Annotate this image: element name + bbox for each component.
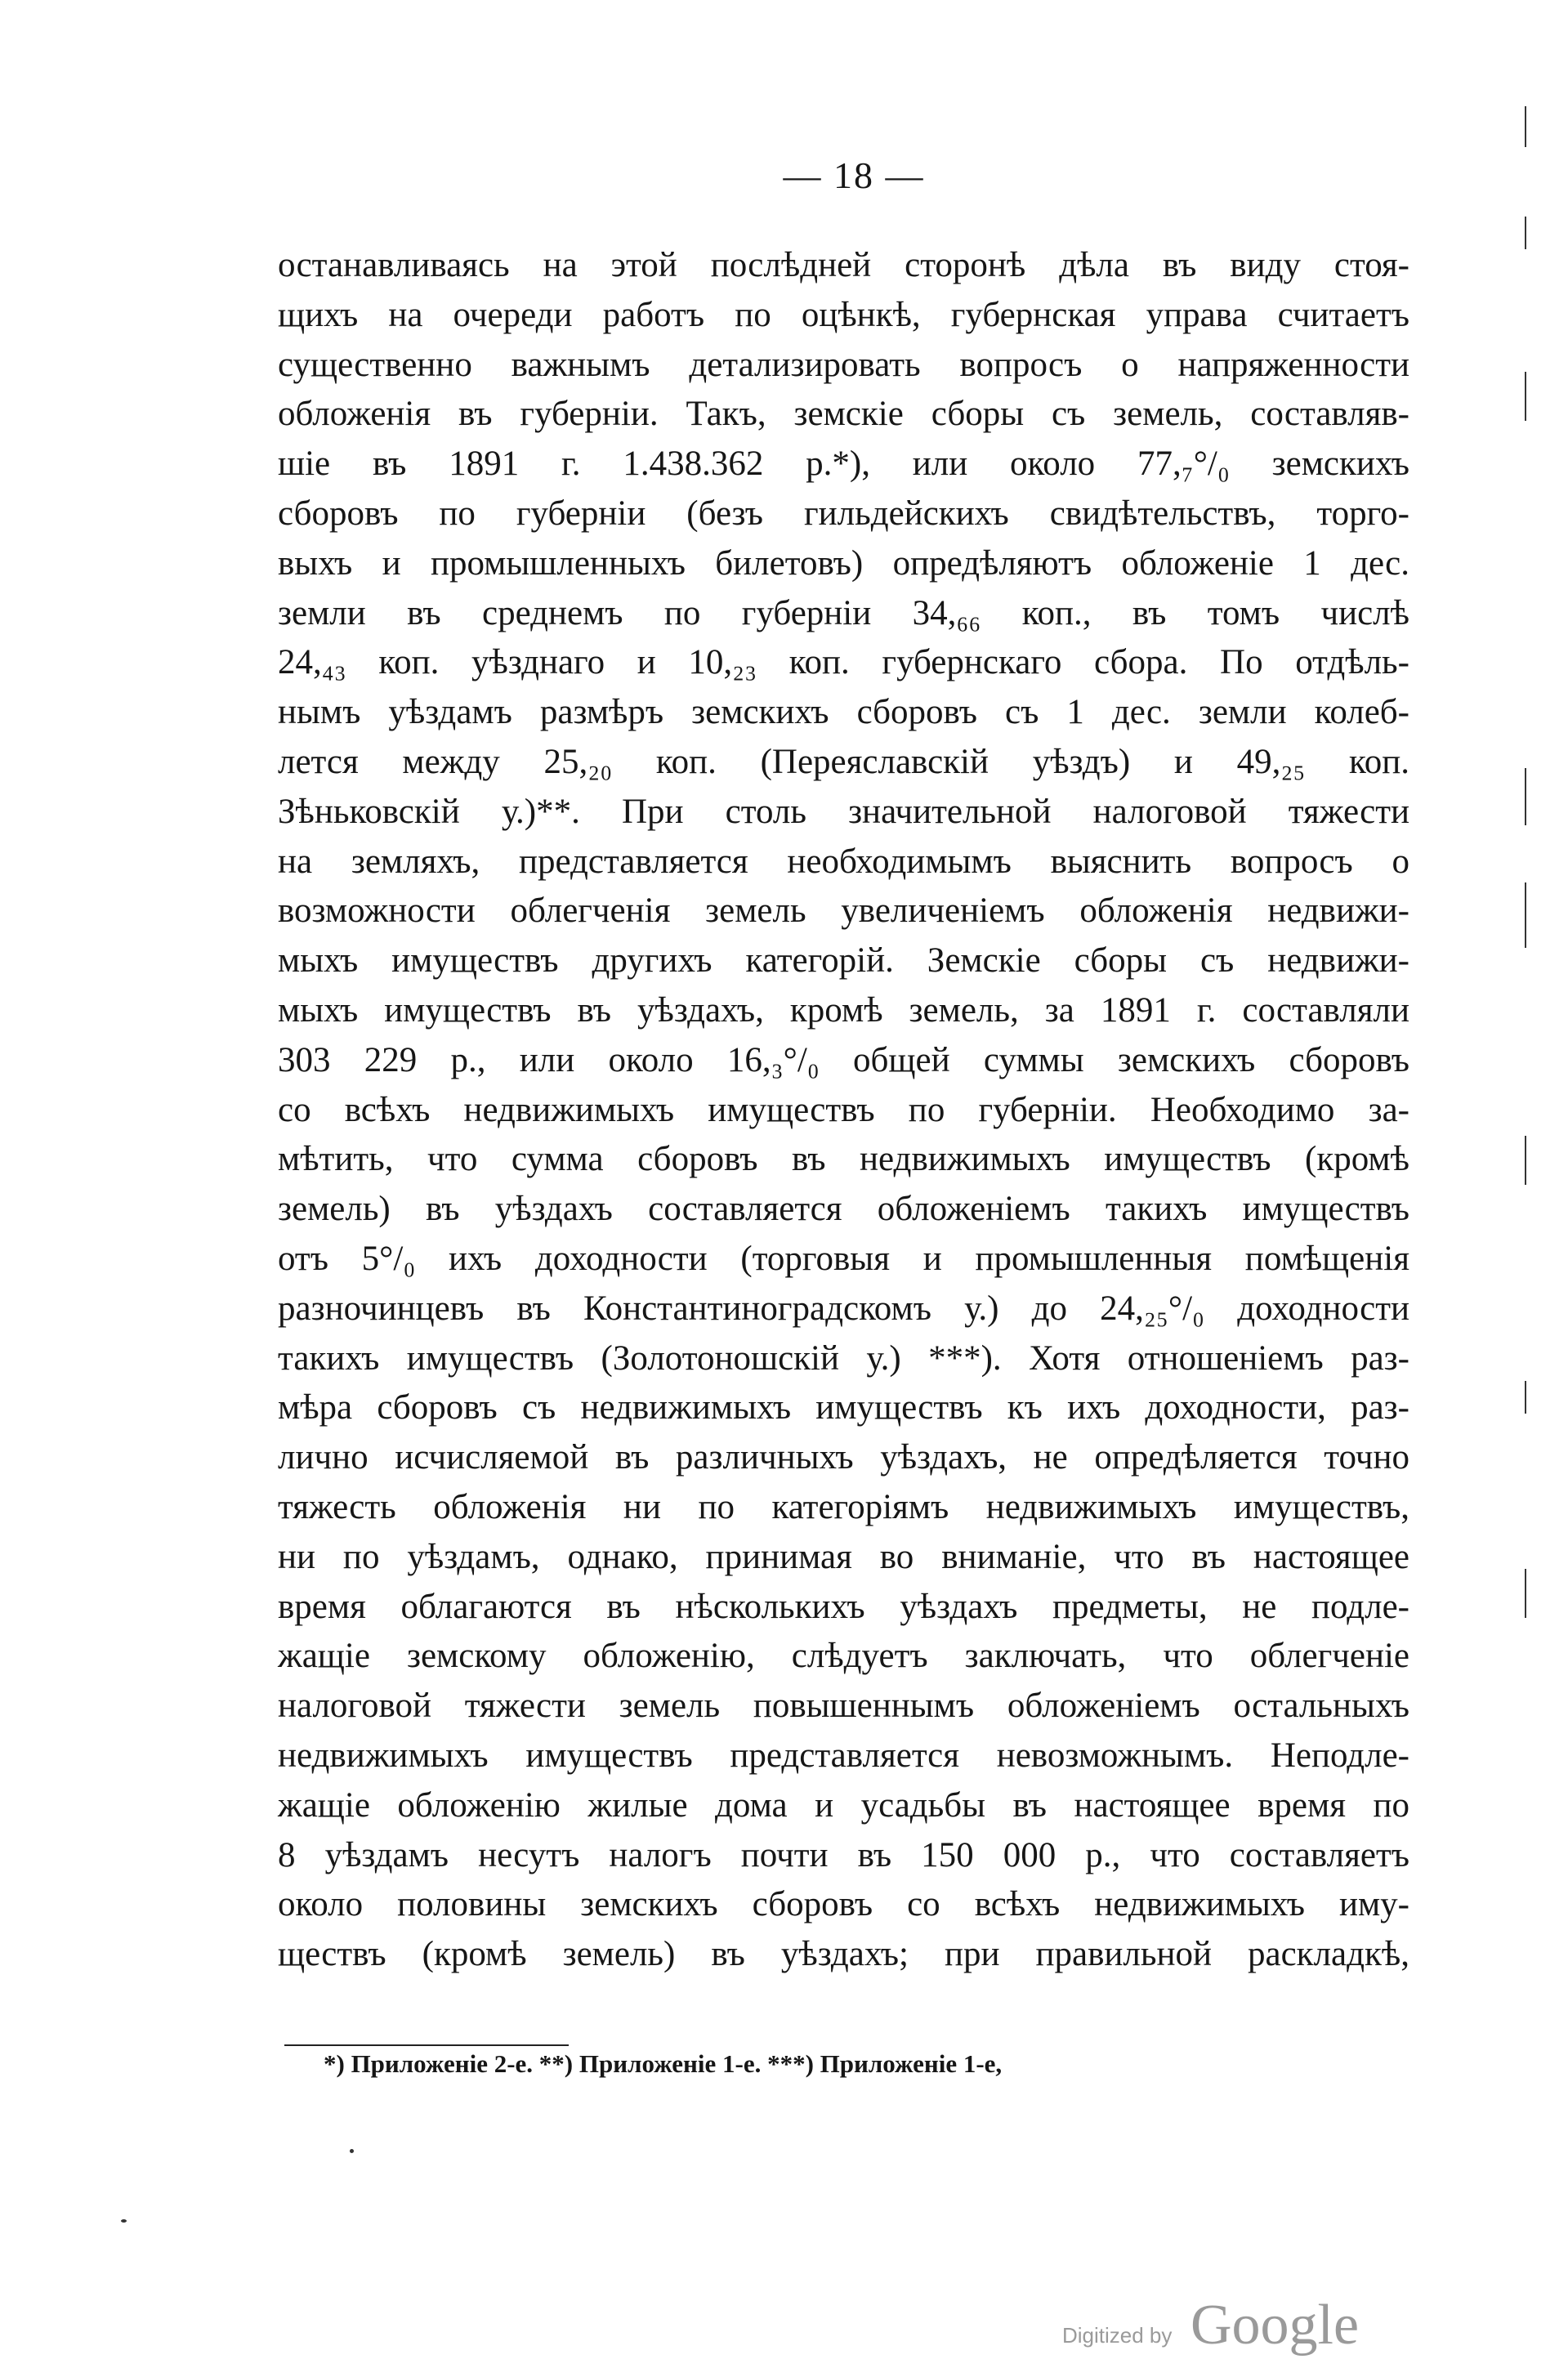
margin-mark (1525, 1381, 1526, 1414)
page-number: — 18 — (783, 154, 925, 196)
text-line: со всѣхъ недвижимыхъ имуществъ по губерніи. Необходимо за- (278, 1090, 1409, 1129)
text-line: существенно важнымъ детализировать вопросъ о напряженности (278, 345, 1409, 384)
text-line: выхъ и промышленныхъ билетовъ) опредѣляютъ обложеніе 1 дес. (278, 543, 1409, 583)
text-line: лично исчисляемой въ различныхъ уѣздахъ, не опредѣляется точно (278, 1438, 1409, 1477)
text-line: налоговой тяжести земель повышеннымъ обложеніемъ остальныхъ (278, 1687, 1409, 1726)
text-line: недвижимыхъ имуществъ представляется невозможнымъ. Неподле- (278, 1736, 1409, 1775)
text-line: щихъ на очереди работъ по оцѣнкѣ, губернская управа считаетъ (278, 295, 1409, 334)
text-line: земли въ среднемъ по губерніи 34,₆₆ коп., въ томъ числѣ (278, 593, 1409, 632)
text-line: 303 229 р., или около 16,₃°/₀ общей суммы земскихъ сборовъ (278, 1040, 1409, 1079)
margin-mark (1525, 372, 1526, 421)
margin-mark (1525, 882, 1526, 948)
text-line: лется между 25,₂₀ коп. (Переяславскій уѣздъ) и 49,₂₅ коп. (278, 742, 1409, 781)
google-logo: Google (1191, 2294, 1360, 2357)
text-line: нымъ уѣздамъ размѣръ земскихъ сборовъ съ 1 дес. земли колеб- (278, 693, 1409, 732)
text-line: около половины земскихъ сборовъ со всѣхъ недвижимыхъ иму- (278, 1885, 1409, 1924)
margin-mark (1525, 106, 1526, 147)
text-line: время облагаются въ нѣсколькихъ уѣздахъ предметы, не подле- (278, 1587, 1409, 1626)
text-line: мѣра сборовъ съ недвижимыхъ имуществъ къ ихъ доходности, раз- (278, 1388, 1409, 1428)
body-text (278, 241, 1409, 1980)
watermark-prefix: Digitized by (1062, 2323, 1173, 2348)
text-line: обложенія въ губерніи. Такъ, земскіе сборы съ земель, составляв- (278, 395, 1409, 434)
text-line: 24,₄₃ коп. уѣзднаго и 10,₂₃ коп. губернскаго сбора. По отдѣль- (278, 643, 1409, 682)
text-line: мыхъ имуществъ другихъ категорій. Земскіе сборы съ недвижи- (278, 941, 1409, 981)
text-line: Зѣньковскій у.)**. При столь значительной налоговой тяжести (278, 792, 1409, 831)
google-watermark (1062, 2288, 1520, 2357)
text-line: такихъ имуществъ (Золотоношскій у.) ***). Хотя отношеніемъ раз- (278, 1338, 1409, 1378)
footnotes: *) Приложеніе 2-е. **) Приложеніе 1-е. ***) Приложеніе 1-е, (324, 2049, 1003, 2078)
scan-speck (350, 2149, 354, 2153)
text-line: 8 уѣздамъ несутъ налогъ почти въ 150 000 р., что составляетъ (278, 1835, 1409, 1874)
margin-mark (1525, 1569, 1526, 1618)
text-line: земель) въ уѣздахъ составляется обложеніемъ такихъ имуществъ (278, 1190, 1409, 1229)
text-line: разночинцевъ въ Константиноградскомъ у.) до 24,₂₅°/₀ доходности (278, 1289, 1409, 1328)
margin-mark (1525, 1136, 1526, 1185)
text-line: ществъ (кромѣ земель) въ уѣздахъ; при правильной раскладкѣ, (278, 1935, 1409, 1974)
text-line: останавливаясь на этой послѣдней сторонѣ дѣла въ виду стоя- (278, 246, 1409, 284)
scan-margin-marks (1525, 0, 1549, 2368)
text-line: на земляхъ, представляется необходимымъ выяснить вопросъ о (278, 842, 1409, 881)
text-line: шіе въ 1891 г. 1.438.362 р.*), или около 77,₇°/₀ земскихъ (278, 445, 1409, 484)
margin-mark (1525, 217, 1526, 249)
text-line: мѣтить, что сумма сборовъ въ недвижимыхъ имуществъ (кромѣ (278, 1140, 1409, 1179)
footnote-divider (284, 2044, 569, 2046)
scan-speck (121, 2219, 127, 2223)
text-line: сборовъ по губерніи (безъ гильдейскихъ свидѣтельствъ, торго- (278, 494, 1409, 533)
text-line: возможности облегченія земель увеличеніемъ обложенія недвижи- (278, 891, 1409, 931)
text-line: отъ 5°/₀ ихъ доходности (торговыя и промышленныя помѣщенія (278, 1239, 1409, 1278)
text-line: жащіе обложенію жилые дома и усадьбы въ настоящее время по (278, 1785, 1409, 1825)
text-line: тяжесть обложенія ни по категоріямъ недвижимыхъ имуществъ, (278, 1487, 1409, 1526)
margin-mark (1525, 768, 1526, 825)
text-line: мыхъ имуществъ въ уѣздахъ, кромѣ земель, за 1891 г. составляли (278, 990, 1409, 1030)
text-line: жащіе земскому обложенію, слѣдуетъ заключать, что облегченіе (278, 1637, 1409, 1676)
text-line: ни по уѣздамъ, однако, принимая во вниманіе, что въ настоящее (278, 1537, 1409, 1576)
